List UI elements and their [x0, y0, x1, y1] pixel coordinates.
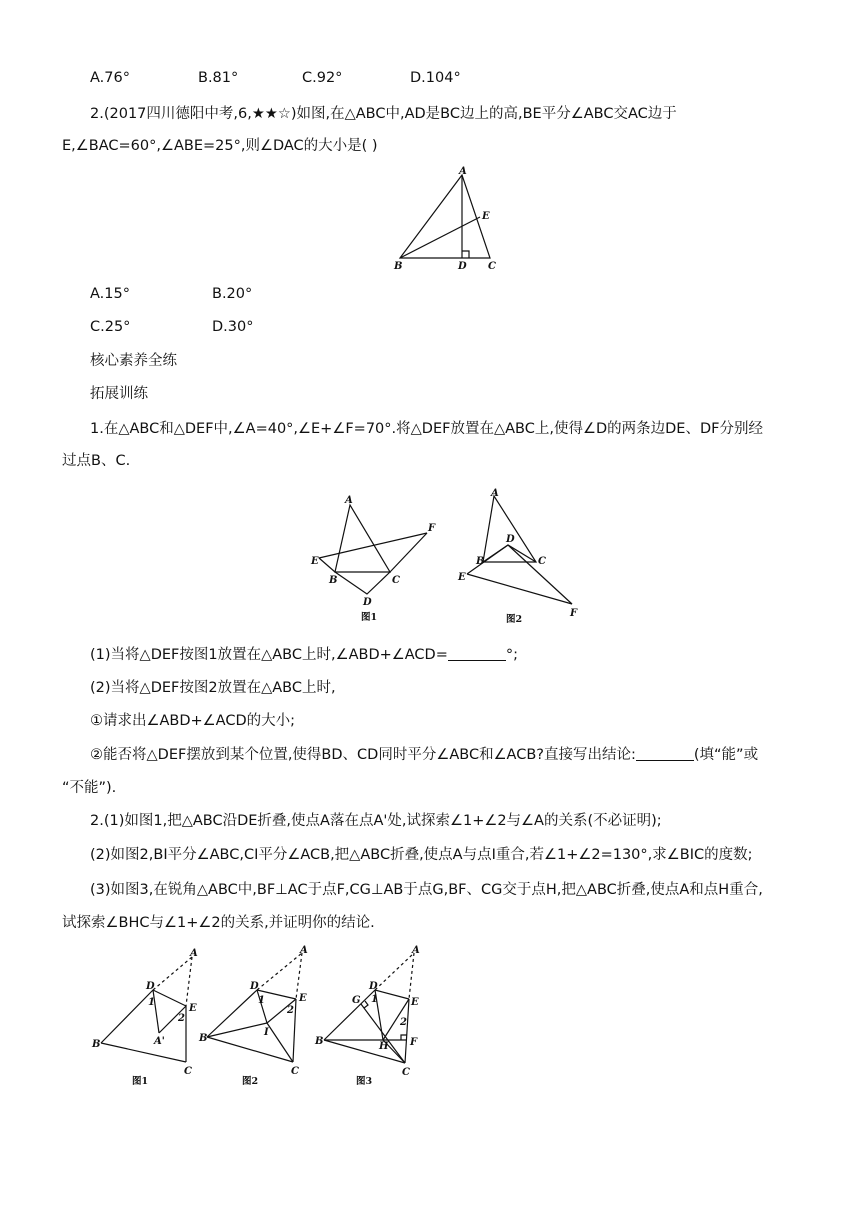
label-C: C — [402, 1067, 410, 1078]
label-A-prime: A' — [154, 1036, 165, 1047]
answer-blank[interactable] — [636, 746, 694, 761]
label-A: A — [190, 948, 198, 959]
sub1-text: (1)当将△DEF按图1放置在△ABC上时,∠ABD+∠ACD= — [90, 647, 448, 663]
label-H: H — [379, 1041, 389, 1052]
question-2-line2: E,∠BAC=60°,∠ABE=25°,则∠DAC的大小是( ) — [62, 138, 378, 154]
label-A: A — [300, 945, 308, 956]
figure-p2-fig3 — [312, 945, 437, 1090]
option-c: C.92° — [302, 70, 343, 86]
fig1-caption: 图1 — [361, 612, 378, 623]
label-B: B — [394, 261, 403, 272]
fig1-caption: 图1 — [132, 1076, 149, 1087]
fig2-caption: 图2 — [242, 1076, 259, 1087]
label-D: D — [369, 981, 378, 992]
label-B: B — [476, 556, 485, 567]
label-C: C — [488, 261, 496, 272]
problem-1-sub2: (2)当将△DEF按图2放置在△ABC上时, — [90, 680, 336, 696]
option-a: A.76° — [90, 70, 130, 86]
label-B: B — [329, 575, 338, 586]
option-b: B.81° — [198, 70, 239, 86]
problem-1-sub2b-cont: “不能”). — [62, 780, 117, 796]
label-E: E — [299, 993, 307, 1004]
label-F: F — [428, 523, 436, 534]
option-d: D.104° — [410, 70, 461, 86]
label-C: C — [291, 1066, 299, 1077]
problem-1-sub1 — [90, 645, 518, 665]
label-B: B — [315, 1036, 324, 1047]
figure-p1-fig2 — [450, 488, 590, 628]
q2-option-d: D.30° — [212, 319, 254, 335]
figure-q2-triangle — [390, 165, 510, 275]
sub2b-suffix: (填“能”或 — [693, 747, 759, 763]
figure-p2-fig1 — [88, 945, 208, 1090]
answer-blank[interactable] — [448, 646, 506, 661]
label-I: I — [264, 1027, 269, 1038]
angle-1: 1 — [258, 995, 265, 1006]
label-A: A — [412, 945, 420, 956]
angle-1: 1 — [371, 994, 378, 1005]
label-D: D — [250, 981, 259, 992]
label-D: D — [146, 981, 155, 992]
label-E: E — [411, 997, 419, 1008]
label-B: B — [92, 1039, 101, 1050]
sub2b-text: ②能否将△DEF摆放到某个位置,使得BD、CD同时平分∠ABC和∠ACB?直接写出结论: — [90, 747, 636, 763]
label-E: E — [189, 1003, 197, 1014]
angle-1: 1 — [148, 997, 155, 1008]
label-B: B — [199, 1033, 208, 1044]
label-C: C — [392, 575, 400, 586]
q2-option-a: A.15° — [90, 286, 130, 302]
label-D: D — [458, 261, 467, 272]
sub1-suffix: °; — [505, 647, 519, 663]
label-E: E — [458, 572, 466, 583]
label-G: G — [352, 995, 361, 1006]
problem-2-part1: 2.(1)如图1,把△ABC沿DE折叠,使点A落在点A'处,试探索∠1+∠2与∠A的关系(不必证明); — [90, 813, 662, 829]
angle-2: 2 — [287, 1005, 294, 1016]
label-D: D — [363, 597, 372, 608]
q2-option-c: C.25° — [90, 319, 131, 335]
problem-2-part3-cont: 试探索∠BHC与∠1+∠2的关系,并证明你的结论. — [62, 915, 375, 931]
q2-option-b: B.20° — [212, 286, 253, 302]
label-C: C — [538, 556, 546, 567]
problem-1-line2: 过点B、C. — [62, 453, 131, 469]
fig2-caption: 图2 — [506, 614, 523, 625]
question-2-line1: 2.(2017四川德阳中考,6,★★☆)如图,在△ABC中,AD是BC边上的高,BE平分∠ABC交AC边于 — [90, 106, 677, 122]
problem-2-part3: (3)如图3,在锐角△ABC中,BF⊥AC于点F,CG⊥AB于点G,BF、CG交于点H,把△ABC折叠,使点A和点H重合, — [90, 882, 763, 898]
label-D: D — [506, 534, 515, 545]
problem-2-part2: (2)如图2,BI平分∠ABC,CI平分∠ACB,把△ABC折叠,使点A与点I重合,若∠1+∠2=130°,求∠BIC的度数; — [90, 847, 753, 863]
section-heading-extension: 拓展训练 — [90, 386, 148, 402]
problem-1-sub2b — [90, 745, 758, 765]
problem-1-sub2a: ①请求出∠ABD+∠ACD的大小; — [90, 713, 296, 729]
label-E: E — [482, 211, 490, 222]
label-A: A — [345, 495, 353, 506]
label-A: A — [491, 488, 499, 499]
label-E: E — [311, 556, 319, 567]
figure-p2-fig2 — [198, 945, 318, 1090]
label-F: F — [410, 1037, 418, 1048]
angle-2: 2 — [400, 1017, 407, 1028]
label-F: F — [570, 608, 578, 619]
fig3-caption: 图3 — [356, 1076, 373, 1087]
figure-p1-fig1 — [305, 490, 450, 625]
label-C: C — [184, 1066, 192, 1077]
label-A: A — [459, 166, 467, 177]
angle-2: 2 — [178, 1013, 185, 1024]
section-heading-core: 核心素养全练 — [90, 353, 177, 369]
problem-1-line1: 1.在△ABC和△DEF中,∠A=40°,∠E+∠F=70°.将△DEF放置在△ABC上,使得∠D的两条边DE、DF分别经 — [90, 421, 763, 437]
